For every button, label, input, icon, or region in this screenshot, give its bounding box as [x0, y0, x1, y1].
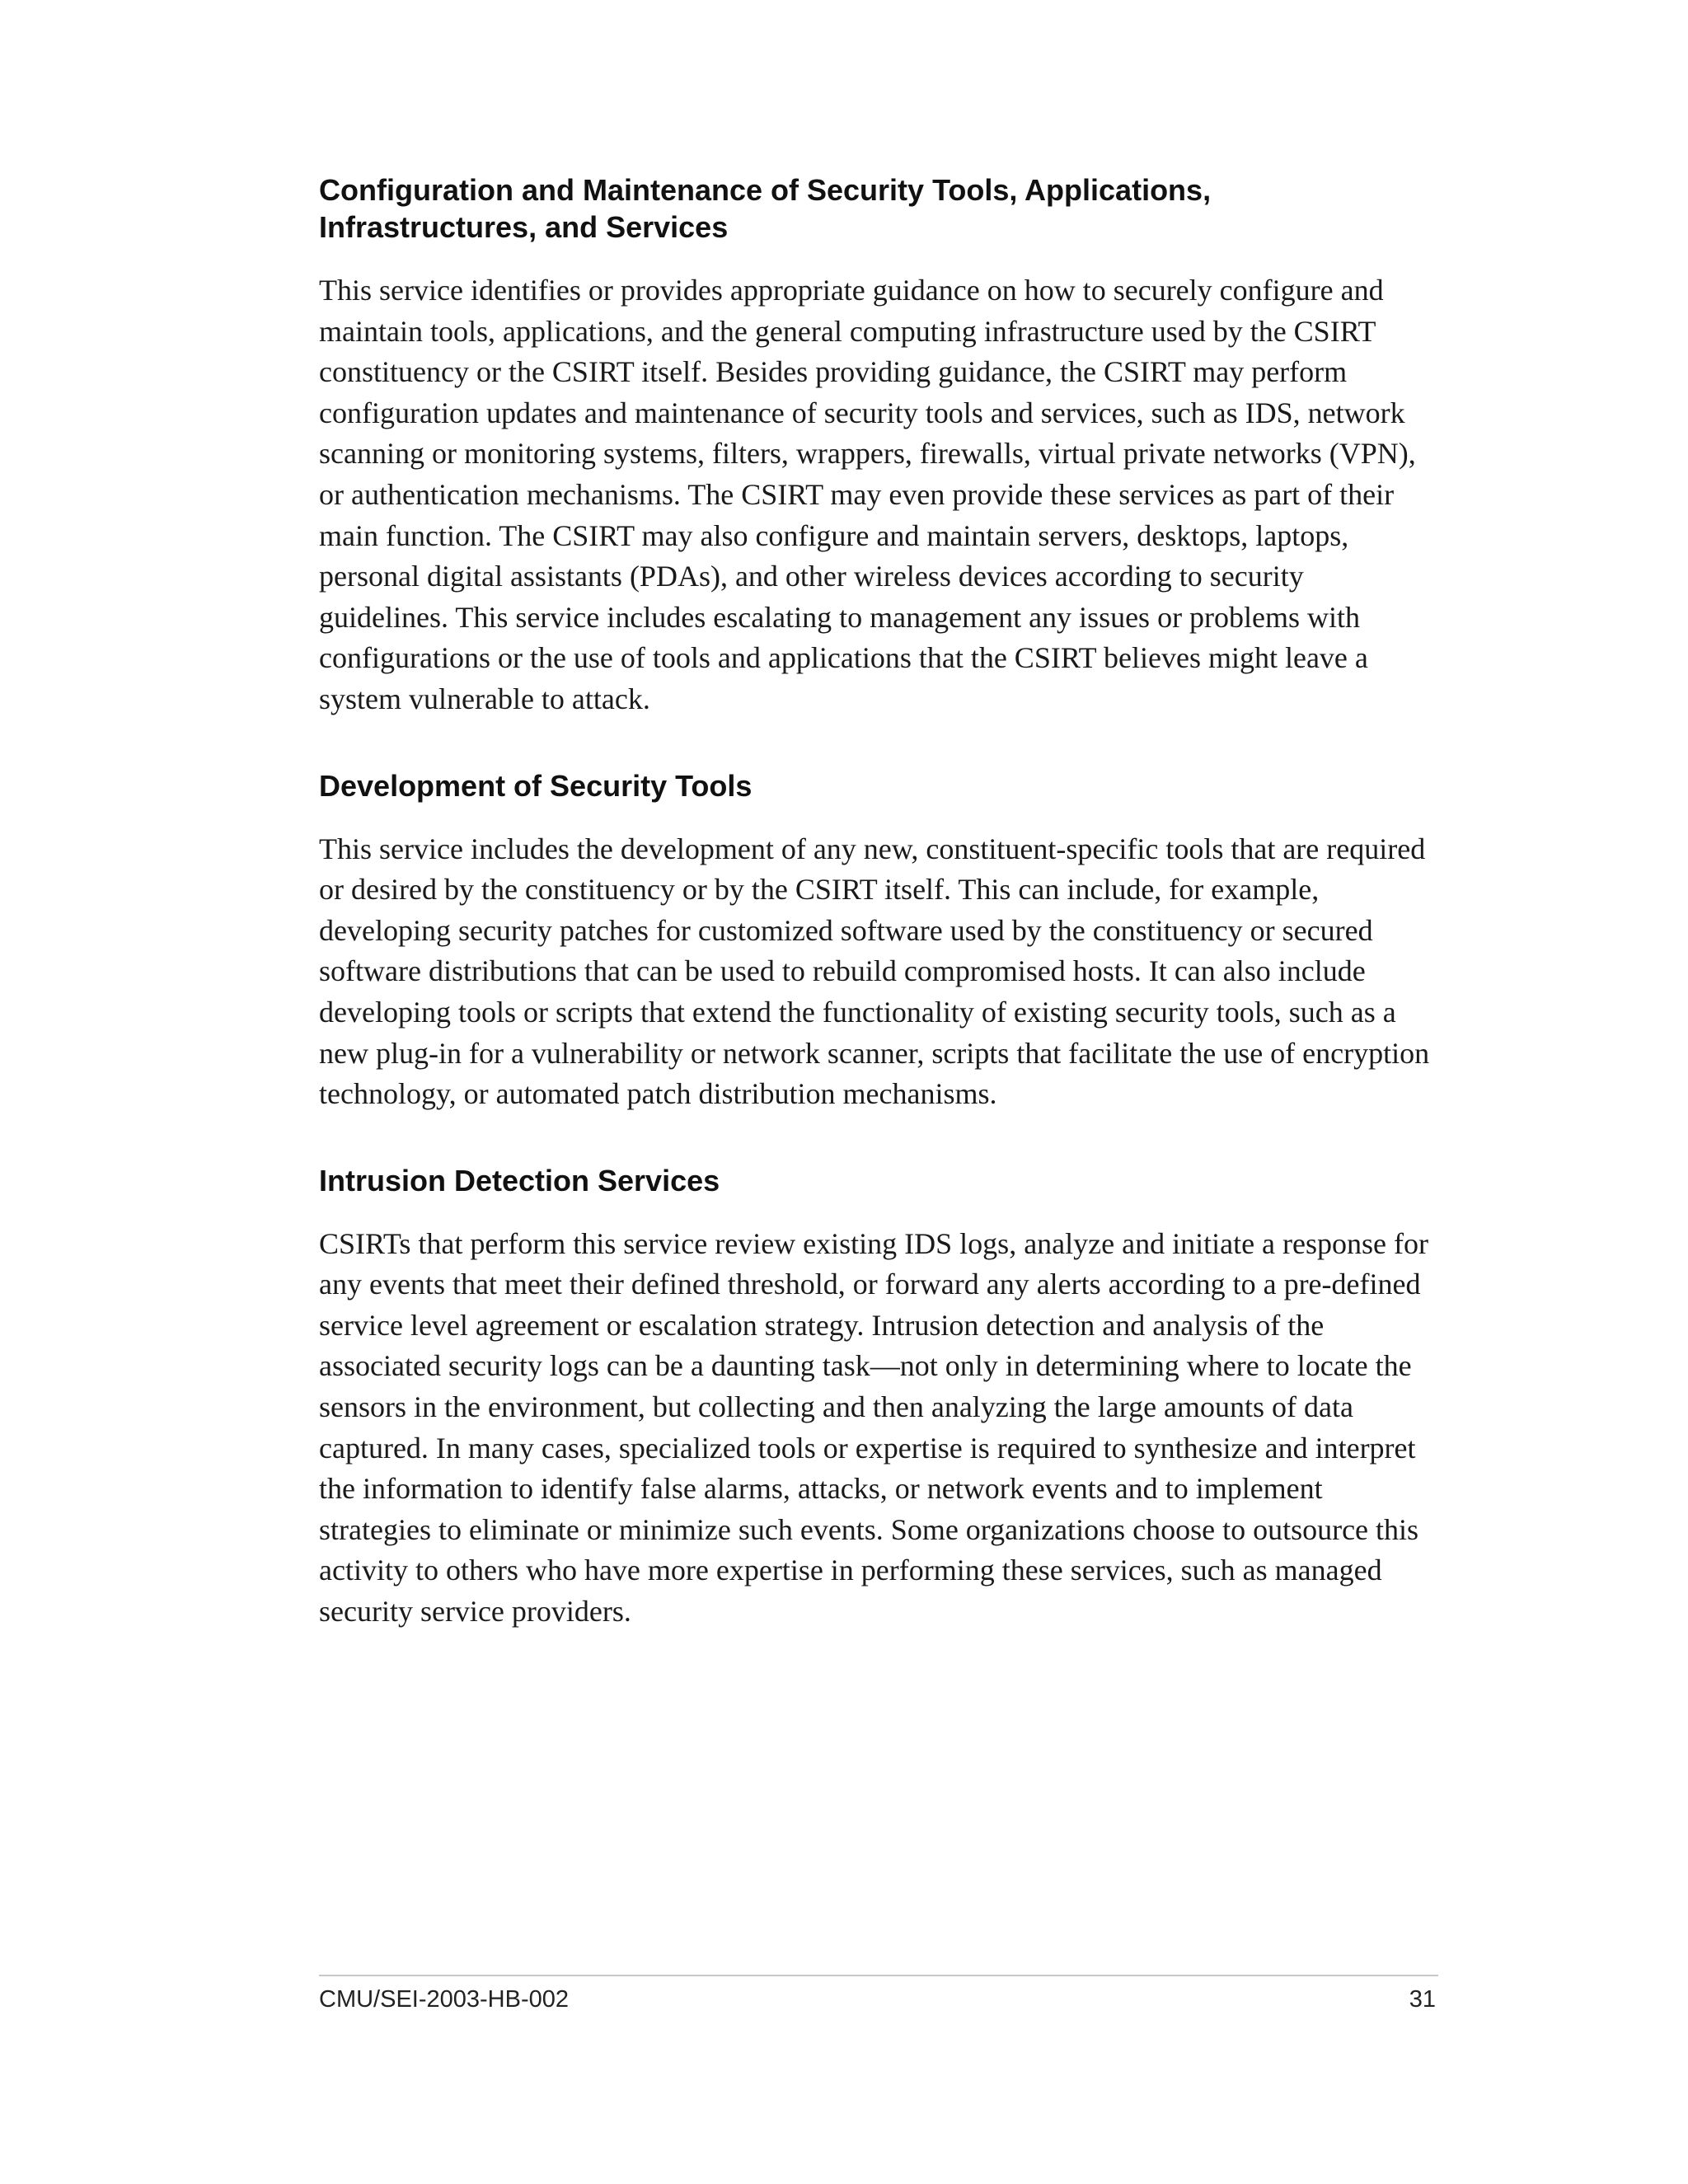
page-content [319, 171, 1440, 1633]
paragraph-line: CSIRTs that perform this service review existing IDS logs, analyze and initiate a response for [319, 1226, 1428, 1260]
paragraph-line: associated security logs can be a daunting task—not only in determining where to locate the [319, 1349, 1412, 1383]
heading-line: Development of Security Tools [319, 768, 753, 803]
paragraph-line: scanning or monitoring systems, filters, wrappers, firewalls, virtual private networks (VPN), [319, 437, 1416, 471]
paragraph-line: main function. The CSIRT may also configure and maintain servers, desktops, laptops, [319, 518, 1349, 552]
paragraph-line: personal digital assistants (PDAs), and other wireless devices according to security [319, 560, 1304, 593]
paragraph-line: software distributions that can be used to rebuild compromised hosts. It can also include [319, 954, 1366, 988]
paragraph-line: constituency or the CSIRT itself. Besides providing guidance, the CSIRT may perform [319, 355, 1348, 389]
section-paragraph-development-security-tools [319, 829, 1440, 1115]
paragraph-line: This service identifies or provides appropriate guidance on how to securely configure and [319, 274, 1384, 307]
section-paragraph-intrusion-detection [319, 1224, 1440, 1633]
footer-document-id: CMU/SEI-2003-HB-002 [319, 1986, 569, 2013]
paragraph-line: captured. In many cases, specialized tools or expertise is required to synthesize and interpret [319, 1431, 1416, 1465]
paragraph-line: strategies to eliminate or minimize such events. Some organizations choose to outsource this [319, 1512, 1419, 1546]
paragraph-line: developing security patches for customized software used by the constituency or secured [319, 913, 1373, 947]
section-heading-configuration-maintenance [319, 171, 1440, 246]
paragraph-line: new plug-in for a vulnerability or network scanner, scripts that facilitate the use of encryption [319, 1036, 1430, 1070]
paragraph-line: sensors in the environment, but collecting and then analyzing the large amounts of data [319, 1390, 1353, 1424]
paragraph-line: maintain tools, applications, and the general computing infrastructure used by the CSIRT [319, 314, 1376, 348]
paragraph-line: system vulnerable to attack. [319, 682, 650, 715]
paragraph-line: any events that meet their defined threshold, or forward any alerts according to a pre-defined [319, 1268, 1421, 1301]
footer-page-number: 31 [1409, 1986, 1436, 2013]
paragraph-line: or desired by the constituency or by the CSIRT itself. This can include, for example, [319, 873, 1320, 907]
paragraph-line: or authentication mechanisms. The CSIRT may even provide these services as part of their [319, 477, 1395, 511]
footer-divider [319, 1975, 1438, 1976]
paragraph-line: activity to others who have more expertise in performing these services, such as managed [319, 1554, 1382, 1587]
paragraph-line: guidelines. This service includes escalating to management any issues or problems with [319, 600, 1361, 634]
heading-line: Configuration and Maintenance of Security Tools, Applications, [319, 173, 1212, 207]
paragraph-line: the information to identify false alarms, attacks, or network events and to implement [319, 1472, 1323, 1506]
section-heading-intrusion-detection [319, 1162, 1440, 1199]
paragraph-line: configurations or the use of tools and applications that the CSIRT believes might leave a [319, 641, 1368, 675]
paragraph-line: This service includes the development of any new, constituent-specific tools that are required [319, 832, 1426, 865]
paragraph-line: security service providers. [319, 1595, 631, 1629]
heading-line: Infrastructures, and Services [319, 210, 729, 244]
paragraph-line: service level agreement or escalation strategy. Intrusion detection and analysis of the [319, 1308, 1325, 1342]
heading-line: Intrusion Detection Services [319, 1163, 720, 1197]
section-heading-development-security-tools [319, 767, 1440, 804]
paragraph-line: configuration updates and maintenance of security tools and services, such as IDS, network [319, 396, 1405, 429]
section-paragraph-configuration-maintenance [319, 270, 1440, 720]
paragraph-line: developing tools or scripts that extend the functionality of existing security tools, such as a [319, 995, 1396, 1029]
paragraph-line: technology, or automated patch distribution mechanisms. [319, 1077, 997, 1111]
